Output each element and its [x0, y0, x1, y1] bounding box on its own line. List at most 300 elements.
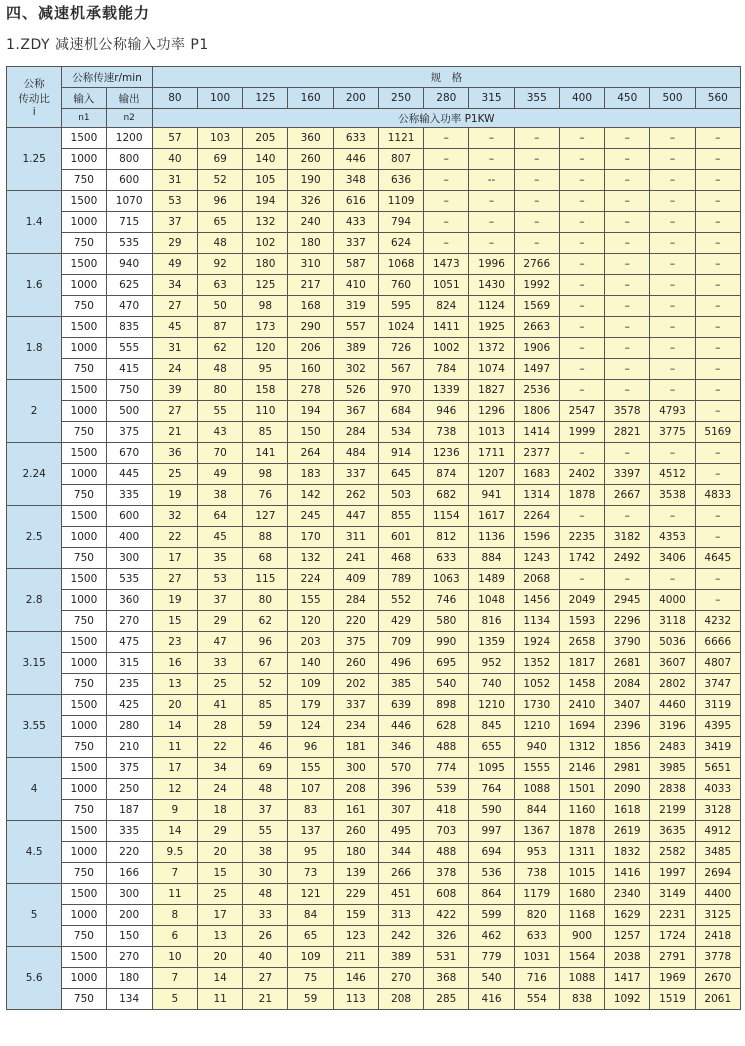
power-cell: 38: [198, 485, 243, 506]
spec-header: 规 格: [152, 67, 740, 88]
power-cell: 2802: [650, 674, 695, 695]
power-cell: 3775: [650, 422, 695, 443]
power-cell: 95: [243, 359, 288, 380]
power-cell: –: [559, 338, 604, 359]
power-cell: 1878: [559, 485, 604, 506]
table-row: [7, 800, 741, 821]
input-speed-cell: 1000: [62, 590, 106, 611]
n2-header: n2: [106, 109, 152, 128]
power-cell: 1742: [559, 548, 604, 569]
table-row: [7, 338, 741, 359]
table-row: [7, 317, 741, 338]
input-speed-cell: 750: [62, 359, 106, 380]
power-cell: 446: [333, 149, 378, 170]
power-cell: 4033: [695, 779, 740, 800]
power-cell: 21: [243, 989, 288, 1010]
table-row: [7, 464, 741, 485]
power-cell: 1519: [650, 989, 695, 1010]
power-cell: 87: [198, 317, 243, 338]
power-cell: –: [695, 464, 740, 485]
power-cell: –: [650, 317, 695, 338]
power-cell: –: [469, 149, 514, 170]
power-cell: 914: [378, 443, 423, 464]
power-cell: 67: [243, 653, 288, 674]
power-cell: 3149: [650, 884, 695, 905]
power-cell: 1074: [469, 359, 514, 380]
power-cell: 587: [333, 254, 378, 275]
power-cell: 1210: [514, 716, 559, 737]
power-cell: –: [424, 191, 469, 212]
power-cell: –: [514, 128, 559, 149]
power-cell: 110: [243, 401, 288, 422]
power-cell: 278: [288, 380, 333, 401]
power-cell: –: [605, 254, 650, 275]
power-cell: 88: [243, 527, 288, 548]
power-cell: 5169: [695, 422, 740, 443]
power-cell: 764: [469, 779, 514, 800]
power-cell: 740: [469, 674, 514, 695]
power-cell: 2061: [695, 989, 740, 1010]
power-rating-table: [6, 66, 741, 1010]
power-cell: –: [514, 233, 559, 254]
power-cell: –: [650, 233, 695, 254]
power-cell: 3196: [650, 716, 695, 737]
power-cell: 55: [198, 401, 243, 422]
power-cell: –: [469, 212, 514, 233]
output-speed-cell: 166: [106, 863, 152, 884]
power-cell: 447: [333, 506, 378, 527]
power-cell: 2090: [605, 779, 650, 800]
output-speed-cell: 134: [106, 989, 152, 1010]
power-cell: 1629: [605, 905, 650, 926]
power-cell: 595: [378, 296, 423, 317]
power-cell: 25: [152, 464, 197, 485]
power-cell: 1924: [514, 632, 559, 653]
power-cell: 789: [378, 569, 423, 590]
power-cell: 636: [378, 170, 423, 191]
power-cell: 1109: [378, 191, 423, 212]
power-cell: 284: [333, 590, 378, 611]
power-cell: 874: [424, 464, 469, 485]
power-cell: 1817: [559, 653, 604, 674]
power-cell: –: [695, 506, 740, 527]
power-cell: 310: [288, 254, 333, 275]
table-row: [7, 254, 741, 275]
table-row: [7, 569, 741, 590]
table-row: [7, 401, 741, 422]
power-cell: 2068: [514, 569, 559, 590]
power-cell: 2235: [559, 527, 604, 548]
output-speed-cell: 1200: [106, 128, 152, 149]
power-cell: 633: [424, 548, 469, 569]
output-speed-cell: 180: [106, 968, 152, 989]
power-cell: 746: [424, 590, 469, 611]
power-cell: 1730: [514, 695, 559, 716]
power-cell: –: [514, 191, 559, 212]
power-cell: 496: [378, 653, 423, 674]
power-cell: 779: [469, 947, 514, 968]
power-cell: 639: [378, 695, 423, 716]
power-cell: 5651: [695, 758, 740, 779]
power-cell: –: [605, 191, 650, 212]
power-cell: 140: [243, 149, 288, 170]
power-cell: 36: [152, 443, 197, 464]
power-cell: –: [559, 233, 604, 254]
output-speed-cell: 300: [106, 884, 152, 905]
power-cell: –: [650, 254, 695, 275]
power-cell: –: [650, 191, 695, 212]
power-cell: 4512: [650, 464, 695, 485]
power-cell: 20: [198, 842, 243, 863]
power-cell: 1339: [424, 380, 469, 401]
power-cell: –: [424, 233, 469, 254]
power-cell: 170: [288, 527, 333, 548]
power-cell: 1997: [650, 863, 695, 884]
power-cell: 18: [198, 800, 243, 821]
input-speed-cell: 1500: [62, 317, 106, 338]
output-speed-cell: 500: [106, 401, 152, 422]
power-cell: –: [605, 128, 650, 149]
input-speed-cell: 750: [62, 548, 106, 569]
power-cell: 1367: [514, 821, 559, 842]
power-cell: 124: [288, 716, 333, 737]
power-cell: 63: [198, 275, 243, 296]
output-speed-header: 输出: [106, 88, 152, 109]
power-cell: 941: [469, 485, 514, 506]
power-cell: 1416: [605, 863, 650, 884]
power-cell: 1806: [514, 401, 559, 422]
input-speed-cell: 1000: [62, 716, 106, 737]
power-cell: 33: [243, 905, 288, 926]
power-cell: 2694: [695, 863, 740, 884]
power-cell: 30: [243, 863, 288, 884]
power-cell: 62: [243, 611, 288, 632]
power-cell: 1694: [559, 716, 604, 737]
input-speed-cell: 1500: [62, 821, 106, 842]
size-header-160: 160: [288, 88, 333, 109]
power-cell: 217: [288, 275, 333, 296]
input-speed-cell: 1500: [62, 695, 106, 716]
power-cell: –: [424, 149, 469, 170]
power-cell: 15: [152, 611, 197, 632]
power-cell: 70: [198, 443, 243, 464]
output-speed-cell: 335: [106, 821, 152, 842]
power-cell: 4793: [650, 401, 695, 422]
power-cell: 2199: [650, 800, 695, 821]
power-cell: 180: [333, 842, 378, 863]
power-cell: 1680: [559, 884, 604, 905]
power-cell: 284: [333, 422, 378, 443]
power-cell: 484: [333, 443, 378, 464]
power-cell: 2582: [650, 842, 695, 863]
power-cell: 1136: [469, 527, 514, 548]
size-header-80: 80: [152, 88, 197, 109]
table-row: [7, 968, 741, 989]
power-cell: 43: [198, 422, 243, 443]
power-cell: 940: [514, 737, 559, 758]
input-speed-cell: 750: [62, 989, 106, 1010]
input-speed-cell: 1000: [62, 842, 106, 863]
ratio-cell: 3.55: [7, 695, 62, 758]
ratio-cell: 2.24: [7, 443, 62, 506]
size-header-315: 315: [469, 88, 514, 109]
power-cell: 1179: [514, 884, 559, 905]
power-cell: 48: [198, 359, 243, 380]
power-cell: 1711: [469, 443, 514, 464]
ratio-cell: 5.6: [7, 947, 62, 1010]
power-cell: 140: [288, 653, 333, 674]
power-cell: 1312: [559, 737, 604, 758]
input-speed-cell: 1500: [62, 506, 106, 527]
power-cell: 1024: [378, 317, 423, 338]
power-cell: –: [695, 443, 740, 464]
power-cell: –: [559, 359, 604, 380]
power-cell: 1417: [605, 968, 650, 989]
power-cell: 211: [333, 947, 378, 968]
input-speed-cell: 1000: [62, 968, 106, 989]
power-cell: 337: [333, 233, 378, 254]
table-row: [7, 485, 741, 506]
power-cell: 794: [378, 212, 423, 233]
power-cell: 570: [378, 758, 423, 779]
power-cell: 378: [424, 863, 469, 884]
power-cell: 760: [378, 275, 423, 296]
power-cell: 3419: [695, 737, 740, 758]
power-cell: 2547: [559, 401, 604, 422]
power-cell: 1359: [469, 632, 514, 653]
power-cell: 49: [198, 464, 243, 485]
power-cell: 1999: [559, 422, 604, 443]
power-cell: 260: [333, 821, 378, 842]
power-cell: 2681: [605, 653, 650, 674]
table-row: [7, 632, 741, 653]
power-cell: 3607: [650, 653, 695, 674]
power-cell: 120: [288, 611, 333, 632]
power-cell: 319: [333, 296, 378, 317]
power-cell: 10: [152, 947, 197, 968]
power-cell: –: [695, 170, 740, 191]
power-cell: 25: [198, 674, 243, 695]
power-header: 公称输入功率 P1KW: [152, 109, 740, 128]
power-cell: 262: [333, 485, 378, 506]
power-cell: 433: [333, 212, 378, 233]
power-cell: 367: [333, 401, 378, 422]
power-cell: 616: [333, 191, 378, 212]
power-cell: –: [695, 338, 740, 359]
power-cell: 1969: [650, 968, 695, 989]
power-cell: 127: [243, 506, 288, 527]
power-cell: 1593: [559, 611, 604, 632]
power-cell: 3790: [605, 632, 650, 653]
power-cell: 462: [469, 926, 514, 947]
power-cell: 2981: [605, 758, 650, 779]
power-cell: 1031: [514, 947, 559, 968]
speed-header: 公称传速r/min: [62, 67, 152, 88]
input-speed-cell: 1500: [62, 191, 106, 212]
output-speed-cell: 210: [106, 737, 152, 758]
power-cell: –: [514, 212, 559, 233]
power-cell: 121: [288, 884, 333, 905]
table-row: [7, 674, 741, 695]
power-cell: 33: [198, 653, 243, 674]
power-cell: 3578: [605, 401, 650, 422]
power-cell: 3182: [605, 527, 650, 548]
power-cell: 26: [243, 926, 288, 947]
table-row: [7, 611, 741, 632]
power-cell: 422: [424, 905, 469, 926]
power-cell: 115: [243, 569, 288, 590]
power-cell: –: [559, 149, 604, 170]
output-speed-cell: 280: [106, 716, 152, 737]
power-cell: 24: [198, 779, 243, 800]
power-cell: 855: [378, 506, 423, 527]
power-cell: 1596: [514, 527, 559, 548]
power-cell: 2766: [514, 254, 559, 275]
power-cell: 344: [378, 842, 423, 863]
power-cell: 346: [378, 737, 423, 758]
power-cell: 1497: [514, 359, 559, 380]
power-cell: –: [424, 170, 469, 191]
power-cell: 446: [378, 716, 423, 737]
n1-header: n1: [62, 109, 106, 128]
power-cell: 6: [152, 926, 197, 947]
power-cell: 181: [333, 737, 378, 758]
output-speed-cell: 1070: [106, 191, 152, 212]
ratio-cell: 4.5: [7, 821, 62, 884]
input-speed-cell: 750: [62, 674, 106, 695]
power-cell: 3118: [650, 611, 695, 632]
power-cell: –: [650, 443, 695, 464]
output-speed-cell: 535: [106, 569, 152, 590]
power-cell: 726: [378, 338, 423, 359]
input-speed-cell: 1000: [62, 779, 106, 800]
output-speed-cell: 315: [106, 653, 152, 674]
ratio-cell: 1.8: [7, 317, 62, 380]
input-speed-cell: 1500: [62, 632, 106, 653]
table-row: [7, 422, 741, 443]
power-cell: 80: [198, 380, 243, 401]
power-cell: 3538: [650, 485, 695, 506]
output-speed-cell: 200: [106, 905, 152, 926]
table-row: [7, 128, 741, 149]
power-cell: 52: [198, 170, 243, 191]
input-speed-cell: 1000: [62, 338, 106, 359]
output-speed-cell: 150: [106, 926, 152, 947]
power-cell: 812: [424, 527, 469, 548]
power-cell: 552: [378, 590, 423, 611]
power-cell: 599: [469, 905, 514, 926]
power-cell: 1088: [514, 779, 559, 800]
power-cell: –: [605, 212, 650, 233]
power-cell: 65: [288, 926, 333, 947]
power-cell: 95: [288, 842, 333, 863]
power-cell: 389: [378, 947, 423, 968]
output-speed-cell: 555: [106, 338, 152, 359]
power-cell: 953: [514, 842, 559, 863]
power-cell: 1489: [469, 569, 514, 590]
power-cell: 1569: [514, 296, 559, 317]
power-cell: 1296: [469, 401, 514, 422]
power-cell: 1311: [559, 842, 604, 863]
output-speed-cell: 600: [106, 506, 152, 527]
input-speed-cell: 750: [62, 422, 106, 443]
output-speed-cell: 835: [106, 317, 152, 338]
power-cell: –: [695, 401, 740, 422]
power-cell: 495: [378, 821, 423, 842]
power-cell: 1052: [514, 674, 559, 695]
power-cell: 1134: [514, 611, 559, 632]
power-cell: 3985: [650, 758, 695, 779]
power-cell: 337: [333, 695, 378, 716]
power-cell: –: [650, 359, 695, 380]
table-row: [7, 989, 741, 1010]
input-speed-cell: 1000: [62, 464, 106, 485]
power-cell: 202: [333, 674, 378, 695]
power-cell: 266: [378, 863, 423, 884]
power-cell: 245: [288, 506, 333, 527]
output-speed-cell: 670: [106, 443, 152, 464]
power-cell: 98: [243, 464, 288, 485]
power-cell: 1257: [605, 926, 650, 947]
power-cell: –: [559, 317, 604, 338]
table-row: [7, 590, 741, 611]
power-cell: –: [695, 275, 740, 296]
power-cell: 4353: [650, 527, 695, 548]
power-cell: 536: [469, 863, 514, 884]
power-cell: 76: [243, 485, 288, 506]
power-cell: 1555: [514, 758, 559, 779]
power-cell: 158: [243, 380, 288, 401]
power-cell: 300: [333, 758, 378, 779]
power-cell: –: [559, 212, 604, 233]
input-speed-cell: 750: [62, 170, 106, 191]
power-cell: 838: [559, 989, 604, 1010]
power-cell: 75: [288, 968, 333, 989]
power-cell: 703: [424, 821, 469, 842]
power-cell: 64: [198, 506, 243, 527]
power-cell: 206: [288, 338, 333, 359]
power-cell: 3778: [695, 947, 740, 968]
power-cell: 2038: [605, 947, 650, 968]
power-cell: 25: [198, 884, 243, 905]
table-row: [7, 947, 741, 968]
power-cell: 260: [288, 149, 333, 170]
power-cell: –: [469, 128, 514, 149]
power-cell: –: [695, 191, 740, 212]
power-cell: 946: [424, 401, 469, 422]
power-cell: 4232: [695, 611, 740, 632]
ratio-cell: 1.4: [7, 191, 62, 254]
power-cell: 1002: [424, 338, 469, 359]
table-row: [7, 359, 741, 380]
power-cell: –: [514, 149, 559, 170]
power-cell: 990: [424, 632, 469, 653]
power-cell: 173: [243, 317, 288, 338]
power-cell: 2667: [605, 485, 650, 506]
power-cell: 83: [288, 800, 333, 821]
size-header-400: 400: [559, 88, 604, 109]
power-cell: 62: [198, 338, 243, 359]
table-row: [7, 926, 741, 947]
power-cell: 820: [514, 905, 559, 926]
power-cell: 85: [243, 422, 288, 443]
power-cell: 103: [198, 128, 243, 149]
power-cell: 13: [198, 926, 243, 947]
power-cell: 96: [243, 632, 288, 653]
power-cell: 1414: [514, 422, 559, 443]
power-cell: –: [559, 275, 604, 296]
power-cell: 183: [288, 464, 333, 485]
